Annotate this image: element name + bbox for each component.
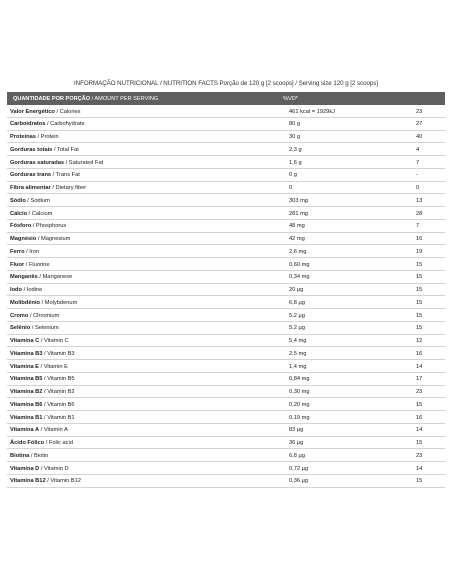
nutrient-name-en: / Chromium [28,312,60,319]
table-row [7,156,445,169]
table-row [7,475,445,488]
nutrition-table [7,92,445,488]
nutrient-name [10,313,59,319]
nutrient-name-en: / Saturated Fat [64,159,104,166]
nutrient-name [10,172,80,178]
nutrient-vd: 4 [416,146,420,153]
table-row [7,398,445,411]
table-row [7,105,445,118]
nutrient-amount: 0 g [289,172,297,179]
nutrient-name-en: / Protein [35,134,59,140]
nutrient-amount: 42 mg [289,236,305,242]
nutrient-vd: 23 [416,389,423,395]
nutrient-amount: 5,2 µg [289,325,305,332]
nutrient-name-en: / Vitamin B1 [42,414,75,421]
nutrient-name-en: / Calories [54,108,81,115]
nutrient-name-en: / Total Fat [52,146,79,153]
nutrient-name-en: / Vitamin B2 [42,389,75,395]
nutrient-vd: 16 [416,414,423,421]
nutrient-vd: 15 [416,440,423,446]
nutrient-name-pt: Biotina [10,452,30,459]
nutrient-name-pt: Magnésio [10,236,37,242]
nutrient-name-pt: Manganês [10,274,38,281]
nutrient-name [10,236,70,242]
nutrient-vd: 7 [416,223,420,230]
nutrient-name-pt: Ferro [10,248,25,255]
table-caption: INFORMAÇÃO NUTRICIONAL / NUTRITION FACTS Porção de 120 g [2 scoops] / Serving size 120 g [2 scoops] [74,80,378,87]
table-row [7,118,445,131]
nutrient-name [10,134,59,140]
nutrient-amount: 303 mg [289,197,308,204]
nutrient-name [10,427,68,433]
nutrient-name [10,351,75,357]
table-row [7,245,445,258]
nutrient-name [10,185,86,191]
nutrient-amount: 0,60 mg [289,261,310,268]
nutrient-name-en: / Magnesium [36,236,71,242]
nutrient-name [10,325,59,331]
nutrient-name [10,211,52,217]
nutrient-amount: 0,19 mg [289,414,310,421]
nutrient-amount: 461 kcal = 1929kJ [289,108,336,115]
nutrient-name-pt: Cálcio [10,210,28,217]
nutrient-name [10,440,73,446]
nutrient-name-pt: Carboidratos [10,121,46,128]
table-row [7,296,445,309]
nutrient-name-pt: Vitamina D [10,465,40,472]
table-row [7,207,445,220]
nutrient-name-en: / Sodium [25,197,50,204]
table-row [7,233,445,246]
nutrient-name-en: / Vitamin B12 [45,478,81,485]
nutrient-vd: 15 [416,401,423,408]
nutrient-vd: 16 [416,350,423,357]
nutrient-vd: 14 [416,465,423,472]
table-row [7,437,445,450]
nutrient-name-en: / Vitamin E [38,363,68,370]
nutrient-name-en: / Manganese [37,274,73,281]
nutrient-amount: 2,5 mg [289,350,307,357]
nutrient-name [10,415,75,421]
nutrient-amount: 6,8 µg [289,452,305,459]
table-row [7,360,445,373]
nutrient-vd: - [416,172,418,179]
header-portion-pt: QUANTIDADE POR PORÇÃO [13,95,91,102]
table-row [7,271,445,284]
nutrient-name [10,262,50,268]
nutrient-amount: 20 µg [289,287,304,293]
nutrient-name [10,376,75,382]
nutrient-name-en: / Vitamin A [39,427,68,434]
nutrient-name [10,274,72,280]
nutrient-name-pt: Molibdênio [10,299,41,306]
nutrient-amount: 0,72 µg [289,465,309,472]
nutrient-vd: 14 [416,427,423,434]
nutrient-name [10,249,39,255]
table-row [7,424,445,437]
table-row [7,143,445,156]
table-row [7,322,445,335]
nutrient-amount: 0,84 mg [289,376,310,383]
nutrient-amount: 83 µg [289,427,304,434]
nutrient-amount: 48 mg [289,223,305,230]
nutrient-name-pt: Vitamina C [10,338,40,344]
nutrient-name-pt: Vitamina B6 [10,401,43,408]
nutrient-amount: 0,20 mg [289,401,310,408]
nutrient-name-pt: Vitamina B5 [10,376,43,383]
nutrient-vd: 14 [416,363,423,370]
nutrient-vd: 16 [416,236,423,242]
table-row [7,131,445,144]
nutrient-name [10,466,69,472]
nutrient-name-pt: Ácido Fólico [10,440,45,446]
nutrient-vd: 17 [416,376,423,383]
nutrient-vd: 12 [416,338,423,344]
nutrient-name [10,402,75,408]
nutrient-vd: 15 [416,299,423,306]
nutrient-name [10,198,50,204]
nutrient-name-pt: Gorduras saturadas [10,159,65,166]
table-row [7,335,445,348]
nutrient-name-pt: Cromo [10,312,29,319]
nutrient-amount: 1,4 mg [289,363,307,370]
nutrient-name [10,338,69,344]
header-portion-en: / AMOUNT PER SERVING [90,95,159,102]
nutrient-amount: 80 g [289,121,301,128]
nutrient-name-en: / Trans Fat [51,172,80,179]
nutrient-name-pt: Fluor [10,261,25,268]
table-row [7,220,445,233]
table-row [7,258,445,271]
table-row [7,373,445,386]
table-row [7,284,445,297]
nutrient-amount: 30 g [289,134,301,140]
nutrient-amount: 5,2 µg [289,312,305,319]
nutrient-name-en: / Vitamin C [39,338,69,344]
nutrient-name [10,300,77,306]
nutrient-name-pt: Vitamina B1 [10,414,43,421]
table-row [7,309,445,322]
nutrient-name-en: / Vitamin D [39,465,69,472]
nutrient-name-pt: Vitamina A [10,427,40,434]
nutrient-amount: 0,30 mg [289,389,310,395]
nutrient-vd: 40 [416,134,423,140]
nutrient-name [10,147,79,153]
nutrient-name [10,364,68,370]
nutrient-name-en: / Carbohydrate [45,121,85,128]
nutrient-amount: 0,36 µg [289,478,309,485]
nutrient-vd: 23 [416,108,423,115]
nutrient-name [10,287,42,293]
nutrient-name [10,389,75,395]
nutrient-name-pt: Fibra alimentar [10,185,51,191]
nutrient-name-pt: Vitamina B3 [10,350,43,357]
nutrient-name [10,109,81,115]
nutrient-vd: 23 [416,452,423,459]
nutrient-name-en: / Folic acid [44,440,73,446]
header-vd: %VD* [283,95,298,102]
nutrient-vd: 27 [416,121,423,128]
nutrient-amount: 2,6 mg [289,248,307,255]
nutrient-name-en: / Vitamin B5 [42,376,75,383]
table-row [7,169,445,182]
nutrient-name-pt: Gorduras trans [10,172,52,179]
nutrient-name-en: / Iron [24,248,40,255]
nutrient-name-pt: Vitamina E [10,363,39,370]
nutrient-vd: 7 [416,159,420,166]
nutrient-name [10,223,66,229]
table-row [7,182,445,195]
nutrient-vd: 15 [416,287,423,293]
nutrient-amount: 281 mg [289,210,308,217]
nutrient-amount: 0,34 mg [289,274,310,281]
nutrient-name-pt: Valor Energético [10,108,55,115]
nutrient-name-pt: Proteínas [10,134,36,140]
nutrient-amount: 36 µg [289,440,304,446]
table-header [7,92,445,105]
nutrient-name-pt: Iodo [10,287,23,293]
nutrient-name-pt: Vitamina B12 [10,478,46,485]
nutrient-name-en: / Phosphorus [31,223,67,230]
nutrient-name-pt: Vitamina B2 [10,389,43,395]
nutrient-amount: 0 [289,185,293,191]
table-row [7,462,445,475]
nutrient-name-pt: Fósforo [10,223,32,230]
nutrient-name [10,453,48,459]
table-body [7,105,445,488]
nutrient-amount: 5,4 mg [289,338,307,344]
nutrient-name-pt: Gorduras totais [10,146,53,153]
nutrient-name [10,478,81,484]
nutrient-vd: 0 [416,185,420,191]
table-row [7,386,445,399]
table-row [7,411,445,424]
nutrient-vd: 28 [416,210,423,217]
nutrient-vd: 15 [416,261,423,268]
nutrient-name [10,121,85,127]
nutrient-name-en: / Biotin [29,452,49,459]
nutrient-amount: 2,3 g [289,146,302,153]
nutrient-name [10,160,103,166]
nutrient-amount: 6,8 µg [289,299,305,306]
nutrient-name-en: / Dietary fiber [50,185,87,191]
nutrient-name-en: / Fluorine [24,261,50,268]
table-row [7,347,445,360]
nutrient-vd: 15 [416,325,423,332]
nutrient-name-pt: Selênio [10,325,31,332]
nutrient-name-en: / Vitamin B3 [42,350,75,357]
table-row [7,449,445,462]
table-row [7,194,445,207]
nutrient-vd: 15 [416,312,423,319]
nutrient-amount: 1,6 g [289,159,302,166]
nutrient-vd: 13 [416,197,423,204]
header-portion [13,96,158,102]
nutrient-name-en: / Calcium [27,210,53,217]
nutrient-name-en: / Iodine [22,287,43,293]
nutrient-name-en: / Selenium [30,325,59,332]
nutrient-name-en: / Molybdenum [40,299,78,306]
nutrient-vd: 19 [416,248,423,255]
nutrient-name-pt: Sódio [10,197,26,204]
nutrient-name-en: / Vitamin B6 [42,401,75,408]
nutrient-vd: 15 [416,478,423,485]
nutrient-vd: 15 [416,274,423,281]
